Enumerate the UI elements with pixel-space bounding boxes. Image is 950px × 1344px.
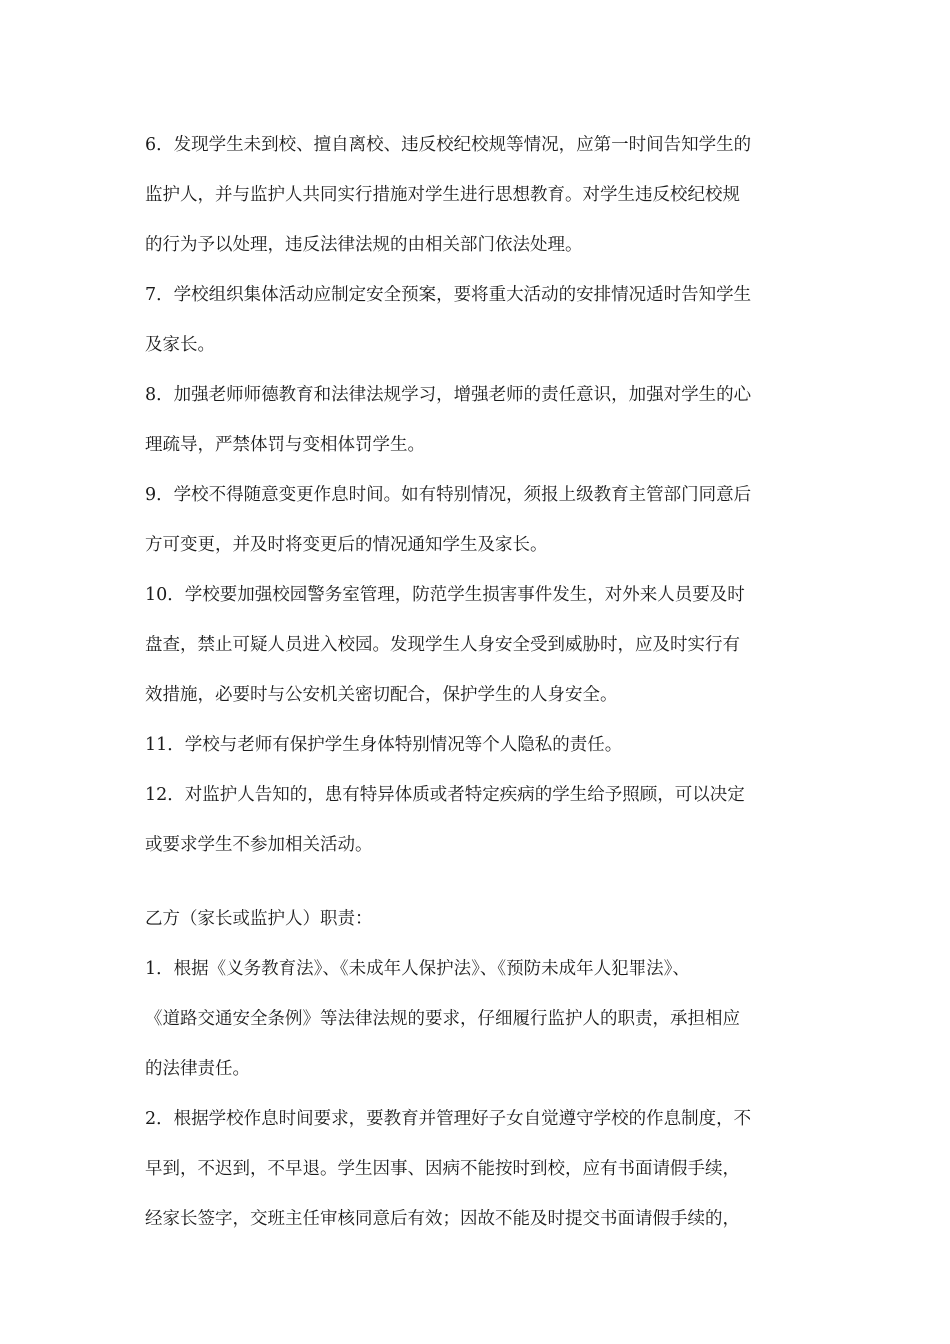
text-line: 理疏导，严禁体罚与变相体罚学生。 (145, 435, 425, 455)
text-line: 7．学校组织集体活动应制定安全预案，要将重大活动的安排情况适时告知学生 (145, 285, 752, 305)
text-line: 方可变更，并及时将变更后的情况通知学生及家长。 (145, 535, 548, 555)
text-line: 监护人，并与监护人共同实行措施对学生进行思想教育。对学生违反校纪校规 (145, 185, 740, 205)
text-line: 的法律责任。 (145, 1059, 250, 1079)
text-line: 12．对监护人告知的，患有特异体质或者特定疾病的学生给予照顾，可以决定 (145, 785, 745, 805)
text-line: 1．根据《义务教育法》、《未成年人保护法》、《预防未成年人犯罪法》、 (145, 959, 690, 979)
text-line: 或要求学生不参加相关活动。 (145, 835, 373, 855)
text-line: 11．学校与老师有保护学生身体特别情况等个人隐私的责任。 (145, 735, 623, 755)
section-heading: 乙方（家长或监护人）职责： (145, 909, 373, 929)
text-line: 经家长签字，交班主任审核同意后有效；因故不能及时提交书面请假手续的， (145, 1209, 740, 1229)
school-duties-section (145, 120, 815, 870)
text-line: 及家长。 (145, 335, 215, 355)
text-line: 的行为予以处理，违反法律法规的由相关部门依法处理。 (145, 235, 583, 255)
text-line: 6．发现学生未到校、擅自离校、违反校纪校规等情况，应第一时间告知学生的 (145, 135, 752, 155)
section-spacer (145, 870, 815, 894)
text-line: 10．学校要加强校园警务室管理，防范学生损害事件发生，对外来人员要及时 (145, 585, 745, 605)
document-body (145, 120, 815, 1244)
text-line: 盘查，禁止可疑人员进入校园。发现学生人身安全受到威胁时，应及时实行有 (145, 635, 740, 655)
text-line: 8．加强老师师德教育和法律法规学习，增强老师的责任意识，加强对学生的心 (145, 385, 752, 405)
text-line: 效措施，必要时与公安机关密切配合，保护学生的人身安全。 (145, 685, 618, 705)
text-line: 早到，不迟到，不早退。学生因事、因病不能按时到校，应有书面请假手续， (145, 1159, 740, 1179)
guardian-duties-section (145, 894, 815, 1244)
text-line: 2．根据学校作息时间要求，要教育并管理好子女自觉遵守学校的作息制度，不 (145, 1109, 752, 1129)
text-line: 9．学校不得随意变更作息时间。如有特别情况，须报上级教育主管部门同意后 (145, 485, 752, 505)
text-line: 《道路交通安全条例》等法律法规的要求，仔细履行监护人的职责，承担相应 (145, 1009, 740, 1029)
